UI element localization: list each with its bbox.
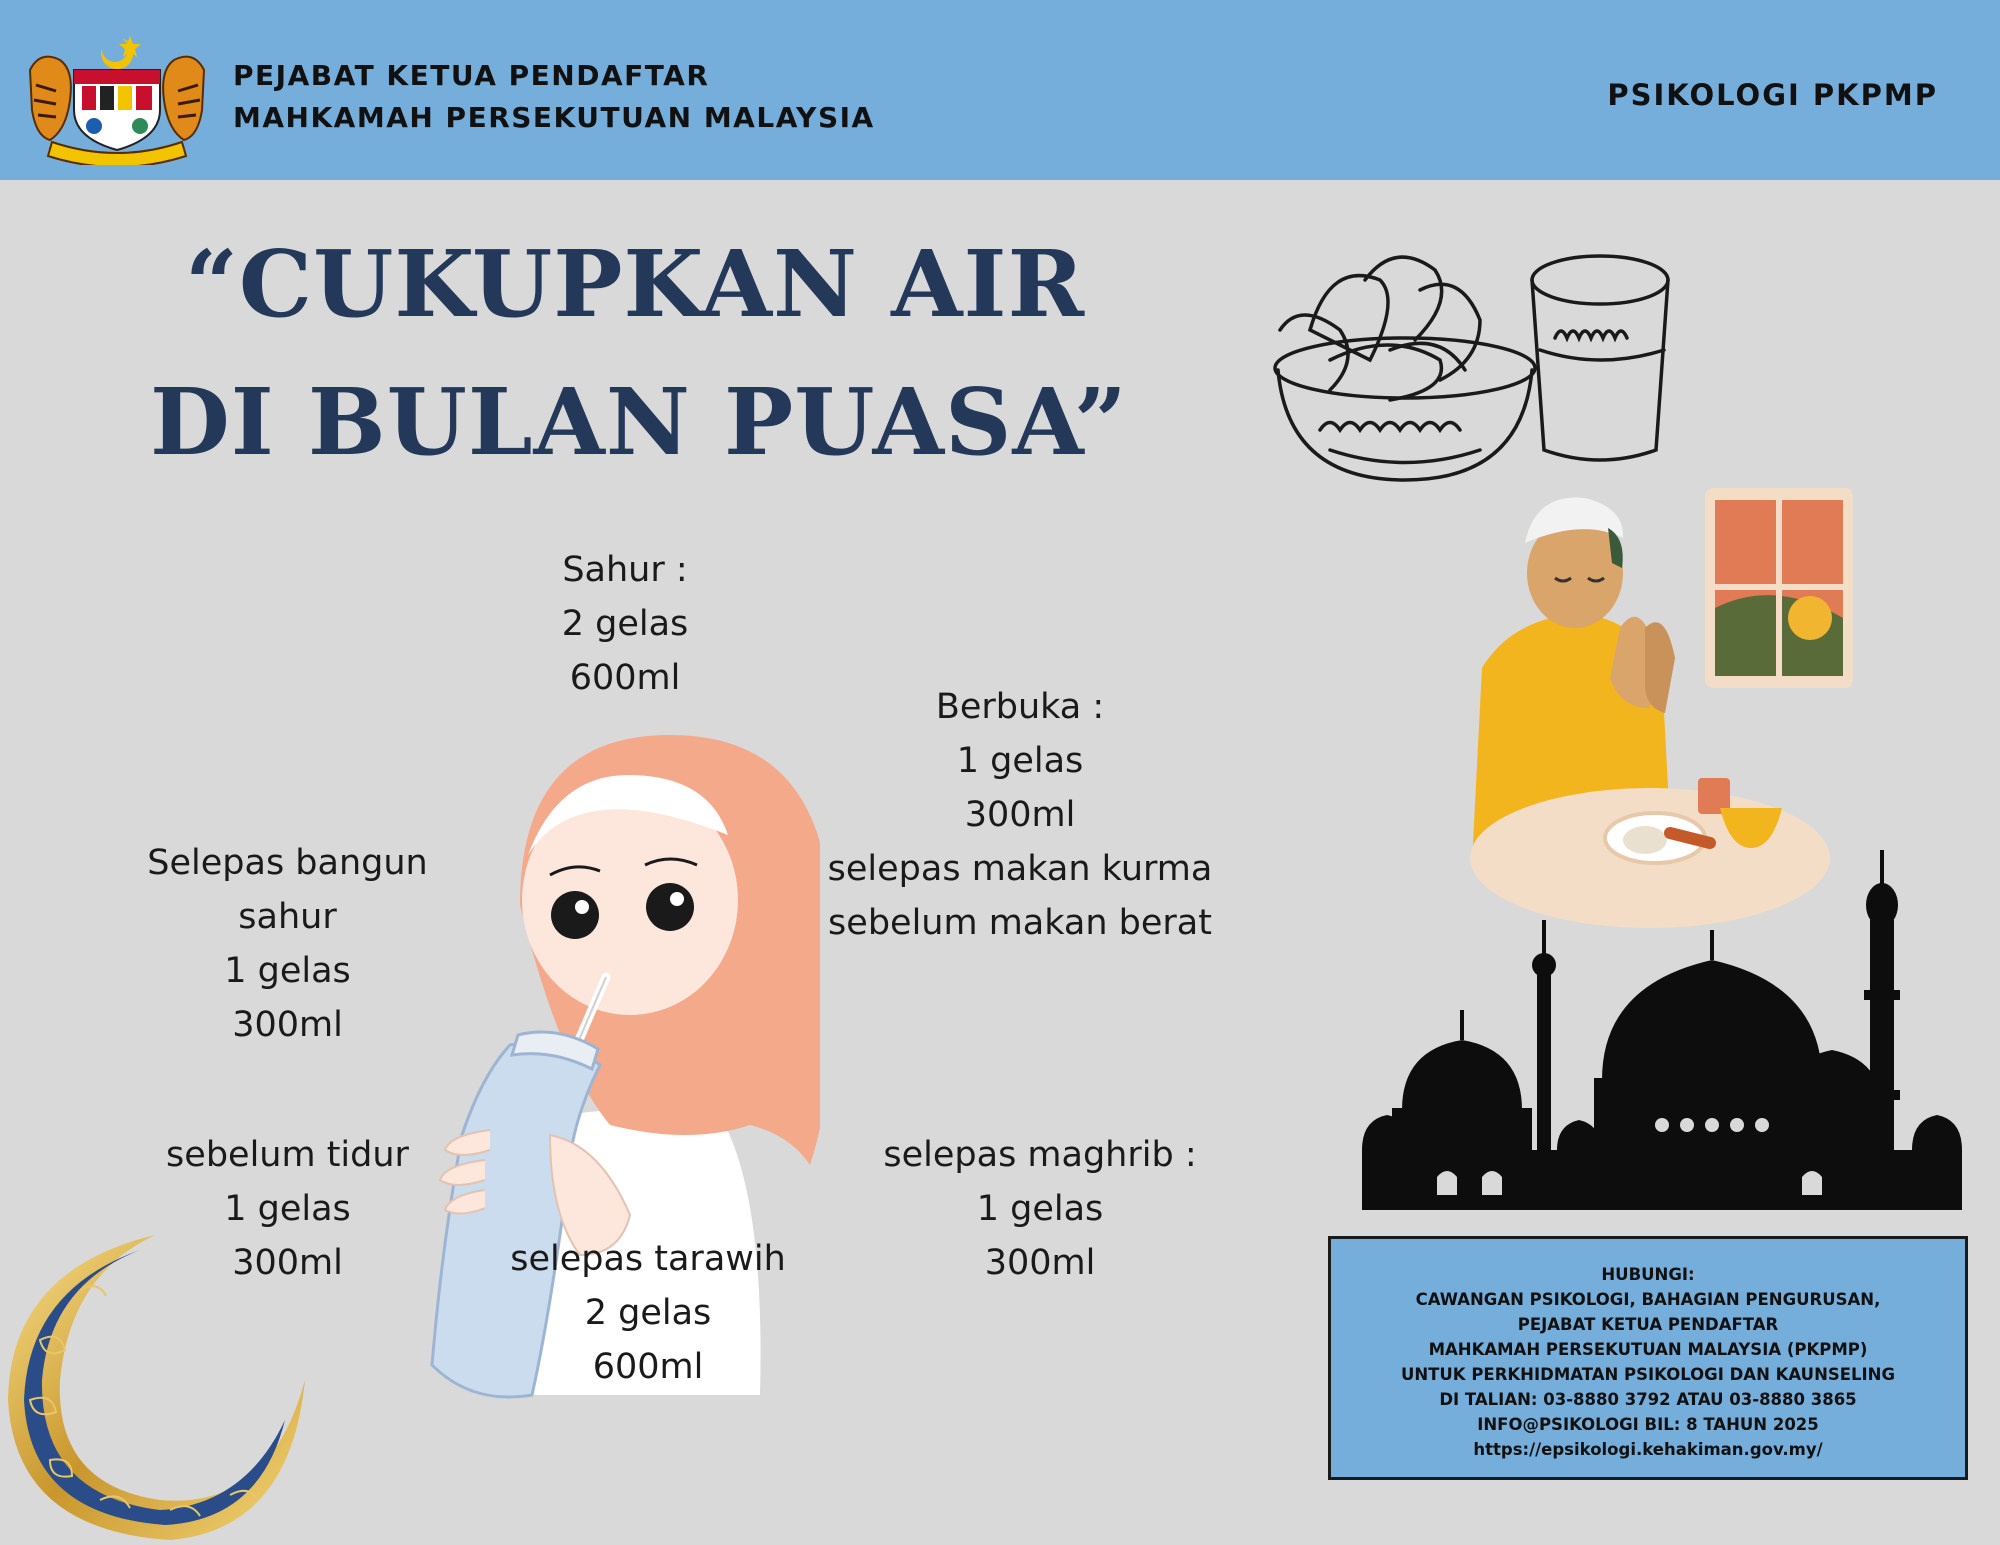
contact-box: [1328, 1236, 1968, 1480]
berbuka-qty: 1 gelas: [956, 741, 1084, 781]
bangun-volume: 300ml: [232, 1005, 343, 1045]
schedule-sebelum-tidur: [135, 1128, 440, 1290]
tarawih-volume: 600ml: [592, 1347, 704, 1387]
contact-line-2: CAWANGAN PSIKOLOGI, BAHAGIAN PENGURUSAN,: [1415, 1290, 1881, 1309]
tidur-volume: 300ml: [232, 1243, 343, 1283]
page-title: [150, 215, 1128, 491]
contact-website-link[interactable]: https://epsikologi.kehakiman.gov.my/: [1473, 1440, 1823, 1459]
bangun-label-2: sahur: [238, 897, 337, 937]
tarawih-qty: 2 gelas: [584, 1293, 712, 1333]
org-line-2: MAHKAMAH PERSEKUTUAN MALAYSIA: [233, 101, 875, 134]
brand-label: PSIKOLOGI PKPMP: [1607, 78, 1938, 112]
schedule-selepas-maghrib: [850, 1128, 1230, 1290]
contact-line-3: PEJABAT KETUA PENDAFTAR: [1517, 1315, 1779, 1334]
title-line-2: DI BULAN PUASA”: [150, 368, 1128, 476]
schedule-selepas-tarawih: [478, 1232, 818, 1394]
schedule-sahur: [520, 543, 730, 705]
tarawih-label: selepas tarawih: [510, 1239, 786, 1279]
tidur-label: sebelum tidur: [166, 1135, 409, 1175]
tidur-qty: 1 gelas: [224, 1189, 351, 1229]
bangun-qty: 1 gelas: [224, 951, 351, 991]
organisation-name: [233, 55, 875, 139]
header-bar: [0, 0, 2000, 180]
maghrib-qty: 1 gelas: [976, 1189, 1104, 1229]
sahur-label: Sahur :: [562, 550, 688, 590]
contact-phone: DI TALIAN: 03-8880 3792 ATAU 03-8880 3865: [1439, 1390, 1857, 1409]
berbuka-note-2: sebelum makan berat: [828, 903, 1212, 943]
sahur-volume: 600ml: [569, 658, 681, 698]
title-line-1: “CUKUPKAN AIR: [184, 230, 1086, 338]
schedule-bangun-sahur: [110, 836, 465, 1052]
maghrib-label: selepas maghrib :: [883, 1135, 1197, 1175]
mosque-silhouette-icon: [1362, 850, 1962, 1210]
contact-line-1: HUBUNGI:: [1601, 1265, 1695, 1284]
contact-line-5: UNTUK PERKHIDMATAN PSIKOLOGI DAN KAUNSELING: [1400, 1365, 1896, 1384]
sahur-qty: 2 gelas: [561, 604, 689, 644]
dates-bowl-icon: [1270, 240, 1680, 500]
contact-reference: INFO@PSIKOLOGI BIL: 8 TAHUN 2025: [1477, 1415, 1819, 1434]
schedule-berbuka: [790, 680, 1250, 950]
berbuka-note-1: selepas makan kurma: [827, 849, 1213, 889]
berbuka-label: Berbuka :: [935, 687, 1105, 727]
org-line-1: PEJABAT KETUA PENDAFTAR: [233, 59, 710, 92]
malaysia-coat-of-arms-icon: [22, 30, 212, 165]
bangun-label-1: Selepas bangun: [147, 843, 428, 883]
maghrib-volume: 300ml: [984, 1243, 1096, 1283]
berbuka-volume: 300ml: [964, 795, 1076, 835]
contact-line-4: MAHKAMAH PERSEKUTUAN MALAYSIA (PKPMP): [1428, 1340, 1868, 1359]
